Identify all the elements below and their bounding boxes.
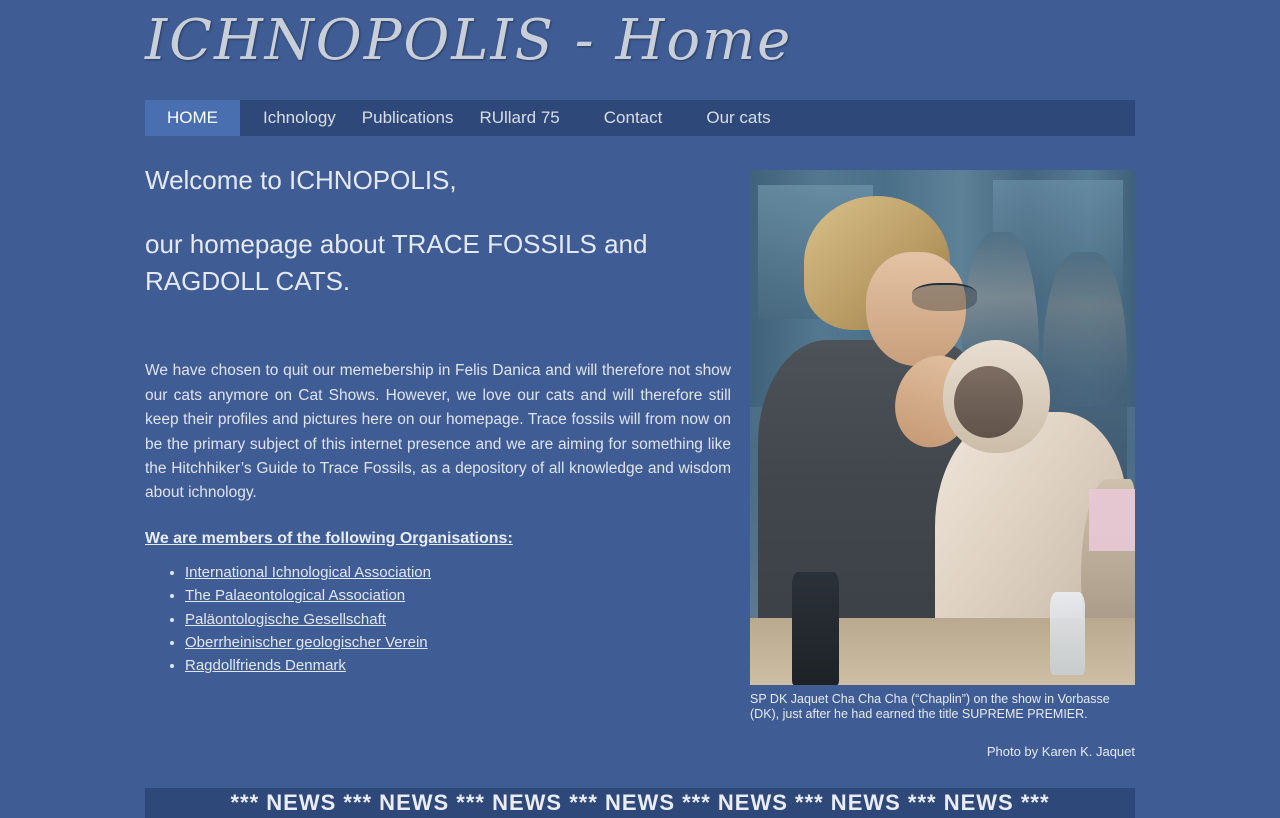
welcome-heading-line1: Welcome to ICHNOPOLIS, [145,165,457,195]
link-ragdollfriends-denmark[interactable]: Ragdollfriends Denmark [185,657,346,675]
list-item [185,562,745,583]
link-oberrheinischer-geologischer-verein[interactable]: Oberrheinischer geologischer Verein [185,633,428,651]
link-international-ichnological-association[interactable]: International Ichnological Association [185,563,431,581]
main-navigation [145,100,1135,136]
organisations-heading: We are members of the following Organisations: [145,529,513,547]
news-ticker-text: *** NEWS *** NEWS *** NEWS *** NEWS *** NEWS *** NEWS *** NEWS *** [230,790,1050,815]
main-content [145,162,745,678]
photo-credit: Photo by Karen K. Jaquet [986,743,1135,759]
list-item [185,609,745,630]
nav-item-home[interactable]: HOME [145,100,240,136]
nav-item-our-cats[interactable]: Our cats [706,108,771,127]
nav-item-contact[interactable]: Contact [603,108,663,127]
list-item [185,655,745,676]
photo-water-bottle [1050,592,1085,674]
photo-panel [750,170,1135,759]
welcome-heading-line2: our homepage about TRACE FOSSILS and RAGDOLL CATS. [145,228,648,297]
list-item [185,632,745,653]
photo-caption: SP DK Jaquet Cha Cha Cha (“Chaplin”) on the show in Vorbasse (DK), just after he had earned the title SUPREME PREMIER. [750,692,1110,721]
photo-paper [1089,489,1135,551]
nav-item-rullard-75[interactable]: RUllard 75 [479,108,560,127]
link-the-palaeontological-association[interactable]: The Palaeontological Association [185,587,406,605]
photo-cat-face [954,366,1023,438]
news-ticker-bar [145,788,1135,818]
nav-item-ichnology[interactable]: Ichnology [263,108,336,127]
nav-item-publications[interactable]: Publications [361,108,454,127]
photo-spray-bottle [792,572,838,685]
site-title: ICHNOPOLIS - Home [145,8,793,73]
organisations-list [145,562,745,676]
list-item [185,585,745,606]
link-palaeontologische-gesellschaft[interactable]: Paläontologische Gesellschaft [185,610,386,628]
intro-paragraph: We have chosen to quit our memebership in Felis Danica and will therefore not show our cats anymore on Cat Shows. However, we love our cats and will therefore still keep their profiles and pictures here on our homepage. Trace fossils will from now on be the primary subject of this internet presence and we are aiming for something like the Hitchhiker’s Guide to Trace Fossils, as a depository of all knowledge and wisdom about ichnology. [145,362,731,502]
glasses-icon [912,283,977,311]
cat-show-photo [750,170,1135,685]
